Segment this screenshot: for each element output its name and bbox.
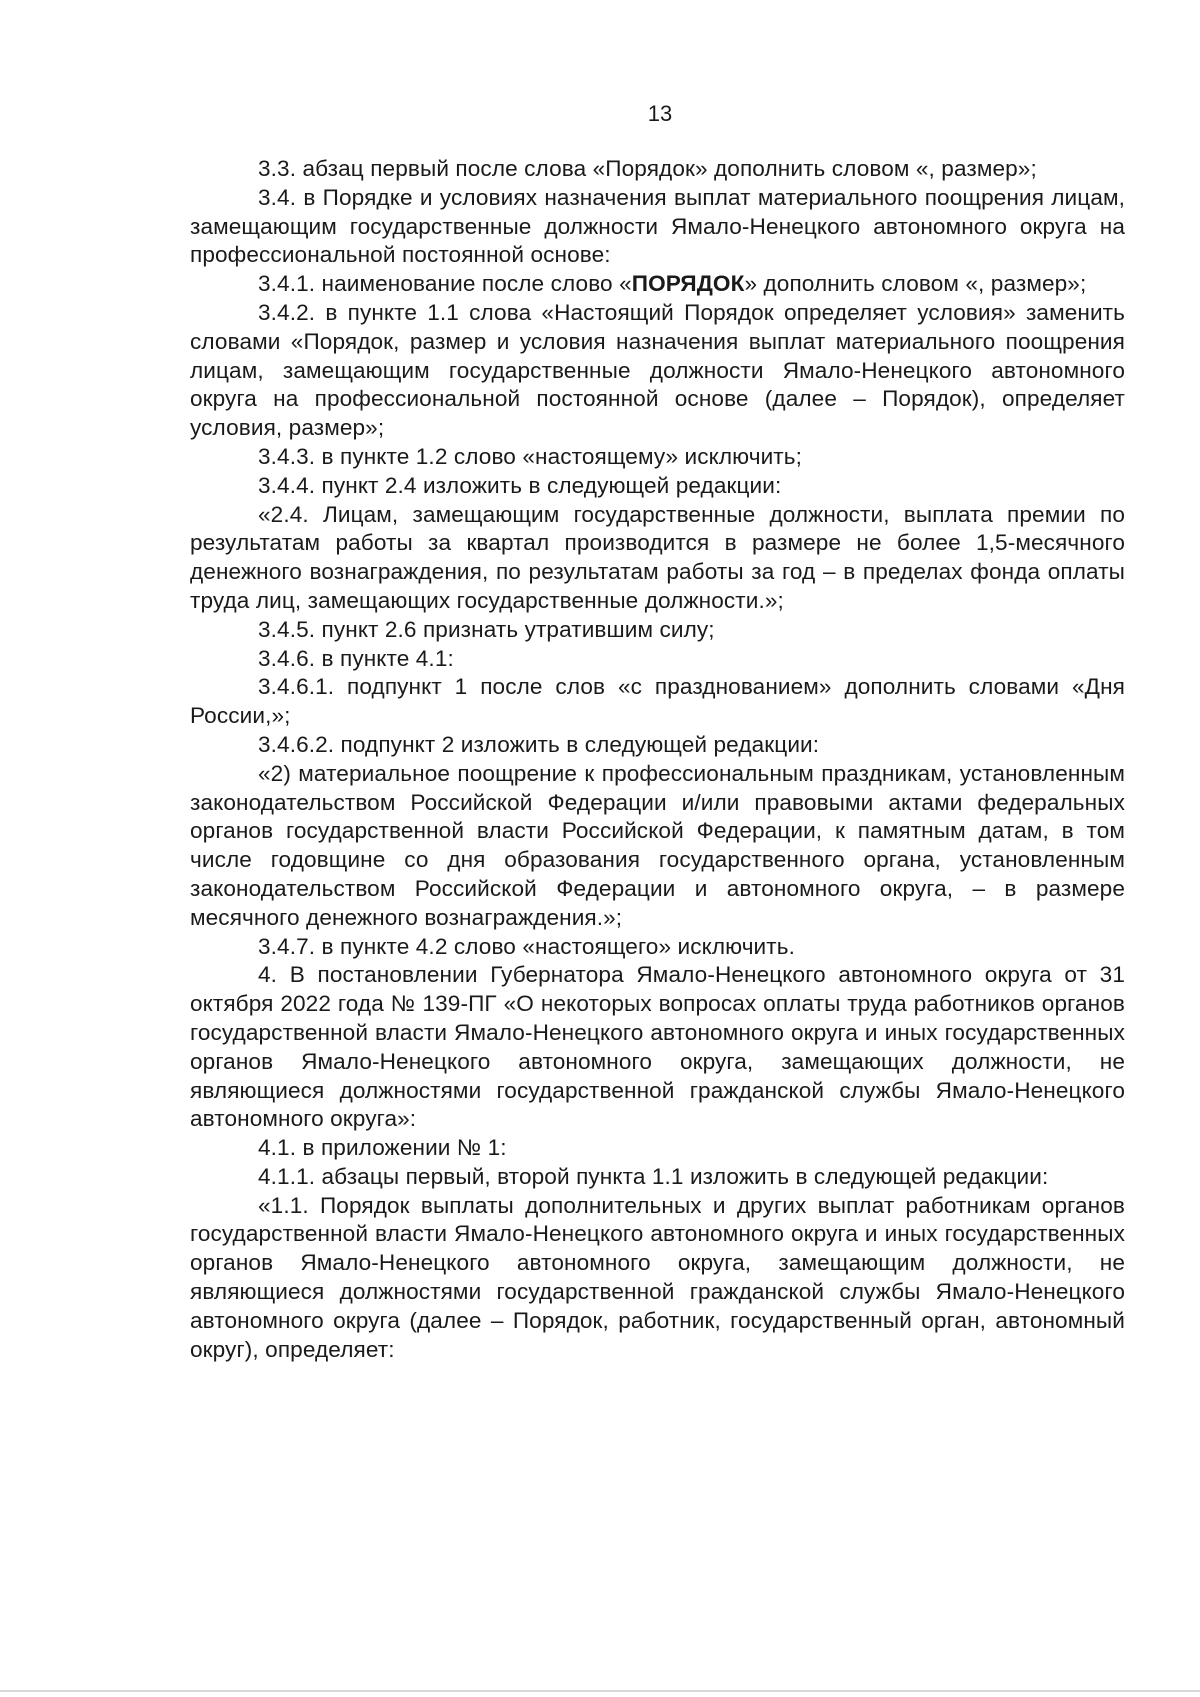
paragraph-3-4-1 — [190, 270, 1125, 299]
paragraph-4-1-1: 4.1.1. абзацы первый, второй пункта 1.1 изложить в следующей редакции: — [258, 1163, 1049, 1189]
paragraph-3-4-6: 3.4.6. в пункте 4.1: — [258, 645, 454, 671]
paragraph-3-4-2: 3.4.2. в пункте 1.1 слова «Настоящий Порядок определяет условия» заменить словами «Порядок, размер и условия назначения выплат материального поощрения лицам, замещающим государственные должности Ямало-Ненецкого автономного округа на профессиональной постоянной основе (далее – Порядок), определяет условия, размер»; — [190, 299, 1125, 441]
paragraph-3-4-1-bold-word: ПОРЯДОК — [631, 271, 745, 297]
paragraph-4-1: 4.1. в приложении № 1: — [258, 1135, 507, 1161]
paragraph-3-4-4: 3.4.4. пункт 2.4 изложить в следующей редакции: — [258, 472, 782, 498]
paragraph-3-4-5: 3.4.5. пункт 2.6 признать утратившим силу; — [258, 616, 715, 642]
paragraph-subitem-2-quote: «2) материальное поощрение к профессиональным праздникам, установленным законодательством Российской Федерации и/или правовыми актами федеральных органов государственной власти Российской Федерации, к памятным датам, в том числе годовщине со дня образования государственного органа, установленным законодательством Российской Федерации и автономного округа, – в размере месячного денежного вознаграждения.»; — [190, 760, 1125, 930]
paragraph-2-4-quote: «2.4. Лицам, замещающим государственные должности, выплата премии по результатам работы за квартал производится в размере не более 1,5-месячного денежного вознаграждения, по результатам работы за год – в пределах фонда оплаты труда лиц, замещающих государственные должности.»; — [190, 501, 1125, 613]
paragraph-4: 4. В постановлении Губернатора Ямало-Ненецкого автономного округа от 31 октября 2022 года № 139-ПГ «О некоторых вопросах оплаты труда работников органов государственной власти Ямало-Ненецкого автономного округа и иных государственных органов Ямало-Ненецкого автономного округа, замещающих должности, не являющиеся должностями государственной гражданской службы Ямало-Ненецкого автономного округа»: — [190, 962, 1125, 1132]
paragraph-3-4-1-start: 3.4.1. наименование после слово « — [258, 271, 632, 297]
document-body — [190, 155, 1125, 1364]
paragraph-3-3: 3.3. абзац первый после слова «Порядок» дополнить словом «, размер»; — [258, 156, 1037, 181]
page-number: 13 — [647, 101, 673, 126]
paragraph-3-4: 3.4. в Порядке и условиях назначения выплат материального поощрения лицам, замещающим государственные должности Ямало-Ненецкого автономного округа на профессиональной постоянной основе: — [190, 184, 1125, 268]
paragraph-3-4-6-2: 3.4.6.2. подпункт 2 изложить в следующей редакции: — [258, 731, 820, 757]
paragraph-3-4-7: 3.4.7. в пункте 4.2 слово «настоящего» исключить. — [258, 933, 795, 959]
paragraph-3-4-1-end: » дополнить словом «, размер»; — [744, 271, 1087, 297]
paragraph-1-1-quote: «1.1. Порядок выплаты дополнительных и других выплат работникам органов государственной власти Ямало-Ненецкого автономного округа и иных государственных органов Ямало-Ненецкого автономного округа, замещающим должности, не являющиеся должностями государственной гражданской службы Ямало-Ненецкого автономного округа (далее – Порядок, работник, государственный орган, автономный округ), определяет: — [190, 1192, 1125, 1362]
scan-bottom-edge — [0, 1690, 1200, 1692]
paragraph-3-4-3: 3.4.3. в пункте 1.2 слово «настоящему» исключить; — [258, 443, 803, 469]
paragraph-3-4-6-1: 3.4.6.1. подпункт 1 после слов «с празднованием» дополнить словами «Дня России,»; — [190, 674, 1125, 729]
